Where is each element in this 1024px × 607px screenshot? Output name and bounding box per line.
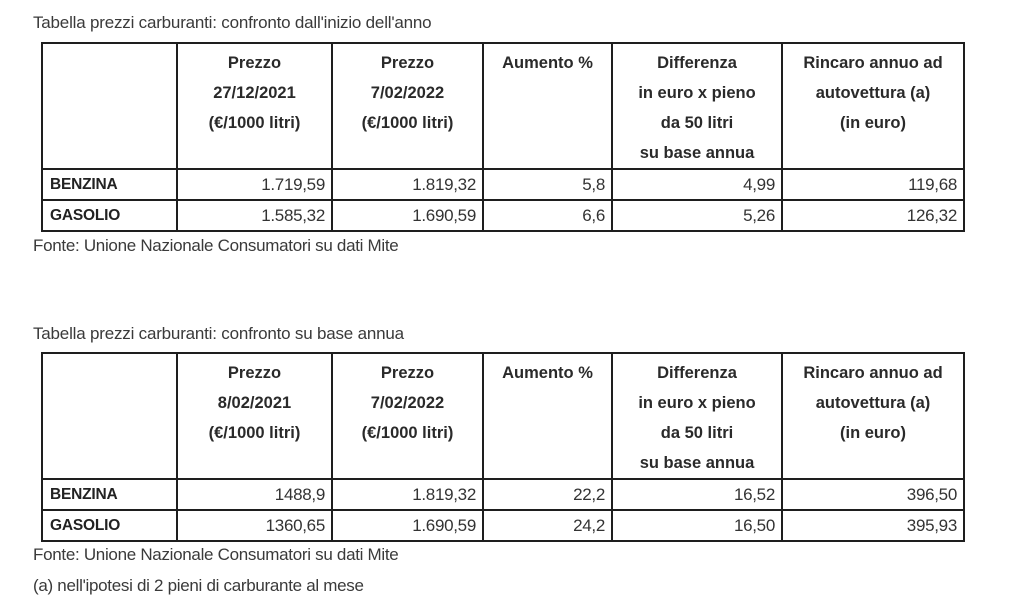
cell-increase-percent: 22,2 bbox=[483, 479, 612, 510]
table-row-gasolio bbox=[42, 200, 964, 231]
header-empty bbox=[42, 353, 177, 479]
cell-increase-percent: 24,2 bbox=[483, 510, 612, 541]
cell-price-end: 1.690,59 bbox=[332, 200, 483, 231]
header-difference: Differenza in euro x pieno da 50 litri su base annua bbox=[612, 43, 782, 169]
header-price-end: Prezzo 7/02/2022 (€/1000 litri) bbox=[332, 353, 483, 479]
header-empty bbox=[42, 43, 177, 169]
cell-difference: 16,50 bbox=[612, 510, 782, 541]
fuel-price-table-annual bbox=[41, 352, 965, 542]
cell-annual-increase: 126,32 bbox=[782, 200, 964, 231]
cell-price-start: 1360,65 bbox=[177, 510, 332, 541]
table-row-benzina bbox=[42, 169, 964, 200]
table-row-benzina bbox=[42, 479, 964, 510]
cell-price-start: 1.719,59 bbox=[177, 169, 332, 200]
fuel-price-table-year-start bbox=[41, 42, 965, 232]
header-increase-percent: Aumento % bbox=[483, 43, 612, 169]
cell-annual-increase: 396,50 bbox=[782, 479, 964, 510]
row-label: BENZINA bbox=[42, 479, 177, 510]
table-1-caption: Tabella prezzi carburanti: confronto dall'inizio dell'anno bbox=[33, 13, 432, 32]
header-price-end: Prezzo 7/02/2022 (€/1000 litri) bbox=[332, 43, 483, 169]
cell-annual-increase: 119,68 bbox=[782, 169, 964, 200]
header-increase-percent: Aumento % bbox=[483, 353, 612, 479]
header-row bbox=[42, 353, 964, 479]
row-label: BENZINA bbox=[42, 169, 177, 200]
cell-difference: 16,52 bbox=[612, 479, 782, 510]
table-row-gasolio bbox=[42, 510, 964, 541]
footnote: (a) nell'ipotesi di 2 pieni di carburante al mese bbox=[33, 576, 364, 595]
header-annual-increase: Rincaro annuo ad autovettura (a) (in euro) bbox=[782, 43, 964, 169]
cell-price-end: 1.819,32 bbox=[332, 479, 483, 510]
table-2-source: Fonte: Unione Nazionale Consumatori su dati Mite bbox=[33, 545, 399, 564]
header-row bbox=[42, 43, 964, 169]
cell-price-end: 1.690,59 bbox=[332, 510, 483, 541]
header-annual-increase: Rincaro annuo ad autovettura (a) (in euro) bbox=[782, 353, 964, 479]
header-difference: Differenza in euro x pieno da 50 litri su base annua bbox=[612, 353, 782, 479]
table-1-source: Fonte: Unione Nazionale Consumatori su dati Mite bbox=[33, 236, 399, 255]
cell-increase-percent: 5,8 bbox=[483, 169, 612, 200]
header-price-start: Prezzo 27/12/2021 (€/1000 litri) bbox=[177, 43, 332, 169]
cell-difference: 4,99 bbox=[612, 169, 782, 200]
cell-price-start: 1488,9 bbox=[177, 479, 332, 510]
cell-price-start: 1.585,32 bbox=[177, 200, 332, 231]
row-label: GASOLIO bbox=[42, 200, 177, 231]
cell-annual-increase: 395,93 bbox=[782, 510, 964, 541]
header-price-start: Prezzo 8/02/2021 (€/1000 litri) bbox=[177, 353, 332, 479]
row-label: GASOLIO bbox=[42, 510, 177, 541]
table-2-caption: Tabella prezzi carburanti: confronto su base annua bbox=[33, 324, 404, 343]
cell-price-end: 1.819,32 bbox=[332, 169, 483, 200]
cell-increase-percent: 6,6 bbox=[483, 200, 612, 231]
cell-difference: 5,26 bbox=[612, 200, 782, 231]
